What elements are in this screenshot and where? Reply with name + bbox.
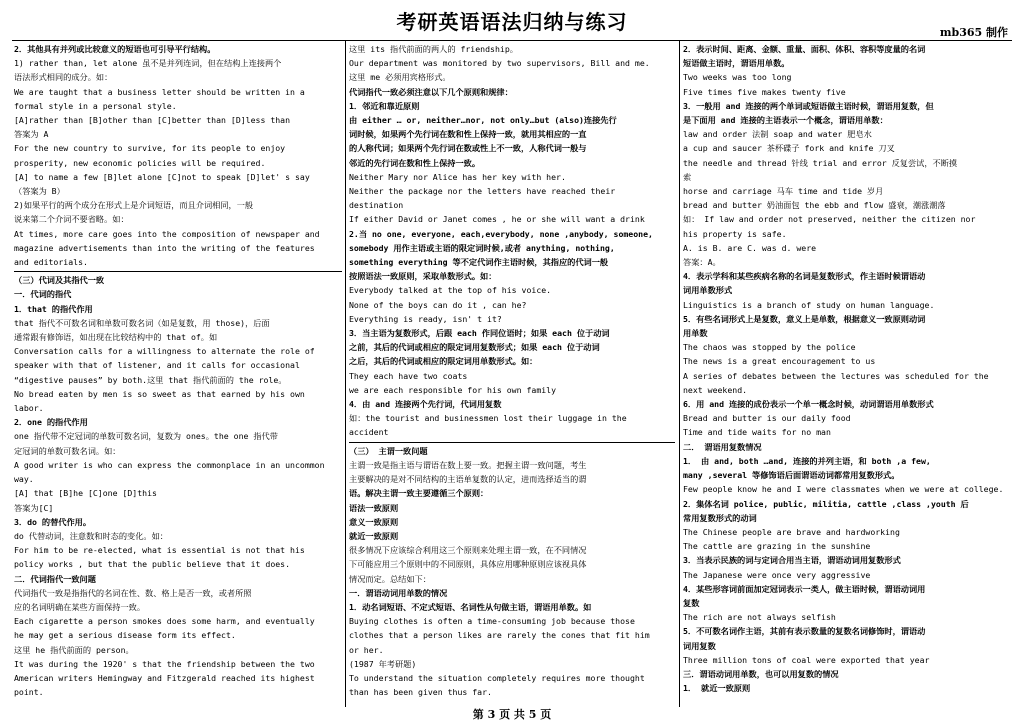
section-heading: 词时候，如果两个先行词在数和性上保持一致，就用其相应的一直: [349, 129, 587, 140]
section-heading: 1．动名词短语、不定式短语、名词性从句做主语，谓语用单数。如: [349, 601, 592, 612]
section-heading: 二．代词指代一致问题: [14, 573, 96, 584]
section-heading: 2.当 no one, everyone, each,everybody, none ,anybody, someone,: [349, 228, 653, 239]
text-line: We are taught that a business letter should be written in a: [14, 86, 305, 97]
text-line: 主要解决的是对不同结构的主语单复数的认定，进而选择适当的谓: [349, 474, 587, 485]
text-line: The news is a great encouragement to us: [683, 356, 876, 367]
text-column-2: [349, 42, 675, 706]
text-line: 定冠词的单数可数名词。如：: [14, 445, 121, 456]
section-heading: 4．由 and 连接两个先行词，代词用复数: [349, 399, 502, 410]
section-heading: 三．谓语动词用单数，也可以用复数的情况: [683, 668, 839, 679]
section-heading: 4．某些形容词前面加定冠词表示一类人，做主语时候，谓语动词用: [683, 583, 926, 594]
text-line: The cattle are grazing in the sunshine: [683, 541, 871, 552]
section-heading: 是下面用 and 连接的主语表示一个概念，谓语用单数：: [683, 115, 888, 126]
section-heading: 1．邻近和靠近原则: [349, 100, 420, 111]
text-line: A. is B. are C. was d. were: [683, 242, 817, 253]
text-line: For him to be re-elected, what is essential is not that his: [14, 545, 305, 556]
section-heading: 复数: [683, 597, 700, 608]
maker-label: mb365 制作: [939, 26, 1008, 39]
text-line: policy works , but that the public believe that it does.: [14, 559, 291, 570]
section-heading: 1． 由 and, both …and, 连接的并列主语，和 both ,a few,: [683, 455, 931, 466]
text-line: The Japanese were once very aggressive: [683, 569, 871, 580]
text-line: 索: [683, 171, 692, 182]
text-line: clothes that a person likes are rarely the cones that fit him: [349, 630, 650, 641]
text-column-3: [683, 42, 1013, 706]
text-line: A good writer is who can express the commonplace in an uncommon: [14, 459, 325, 470]
text-line: labor.: [14, 403, 44, 414]
text-line: If either David or Janet comes , he or she will want a drink: [349, 214, 645, 225]
section-heading: 短语做主语时，谓语用单数。: [683, 58, 790, 69]
text-line: Neither the package nor the letters have reached their: [349, 186, 616, 197]
section-heading: 的人称代词；如果两个先行词在数或性上不一致，人称代词一般与: [349, 143, 587, 154]
text-line: 代词指代一致是指指代的名词在性、数、格上是否一致，或者所照: [14, 587, 252, 598]
text-line: 这里 he 指代前面的 person。: [14, 644, 134, 655]
text-line: bread and butter 奶油面包 the ebb and flow 盛衰，潮涨潮落: [683, 200, 946, 211]
text-line: 通常跟有修饰语，如出现在比较结构中的 that of。如: [14, 332, 218, 343]
text-line: It was during the 1920' s that the friendship between the two: [14, 658, 315, 669]
text-line: Everything is ready, isn' t it?: [349, 313, 502, 324]
text-line: 语法形式相同的成分。如：: [14, 72, 113, 83]
text-line: horse and carriage 马车 time and tide 岁月: [683, 186, 884, 197]
text-line: 这里 me 必须用宾格形式。: [349, 72, 451, 83]
text-line: formal style in a personal style.: [14, 100, 177, 111]
section-heading: 6．用 and 连接的成份表示一个单一概念时候，动词谓语用单数形式: [683, 399, 934, 410]
section-heading: 3．当主语为复数形式，后跟 each 作同位语时；如果 each 位于动词: [349, 328, 610, 339]
section-heading: 2．其他具有并列或比较意义的短语也可引导平行结构。: [14, 44, 216, 54]
section-heading: 用单数: [683, 328, 708, 339]
text-line: For the new country to survive, for its people to enjoy: [14, 143, 286, 154]
section-heading: 按照语法一致原则，采取单数形式。如：: [349, 271, 497, 282]
section-heading: 之前，其后的代词或相应的限定词用复数形式；如果 each 位于动词: [349, 342, 600, 353]
section-heading: 1． 就近一致原则: [683, 683, 751, 694]
text-line: speaker with that of listener, and it calls for occasional: [14, 360, 300, 371]
text-line: 说来第二个介词不要省略。如：: [14, 214, 129, 225]
text-line: No bread eaten by men is so sweet as that earned by his own: [14, 388, 305, 399]
text-line: 1) rather than, let alone 虽不是并列连词，但在结构上连接两个: [14, 58, 282, 69]
text-line: （答案为 B）: [14, 186, 65, 197]
text-line: Two weeks was too long: [683, 72, 792, 83]
text-line: than has been given thus far.: [349, 687, 492, 698]
section-heading: many ,several 等修饰语后面谓语动词都常用复数形式。: [683, 470, 900, 481]
text-line: 下可能应用三个原则中的不同原则，具体应用哪种原则应该视具体: [349, 559, 587, 570]
text-line: Each cigarette a person smokes does some harm, and eventually: [14, 616, 315, 627]
section-heading: somebody 用作主语或主语的限定词时候,或者 anything, nothing,: [349, 242, 615, 253]
text-line: 2)如果平行的两个成分在形式上是介词短语，而且介词相同，一般: [14, 200, 254, 211]
section-divider: [349, 442, 675, 443]
text-line: magazine advertisements than into the writing of the features: [14, 242, 315, 253]
page-title: 考研英语语法归纳与练习: [396, 10, 628, 34]
text-line: law and order 法制 soap and water 肥皂水: [683, 129, 872, 140]
text-line: that 指代不可数名词和单数可数名词（如是复数，用 those)，后面: [14, 317, 270, 328]
page-number: 第 3 页 共 5 页: [472, 708, 552, 721]
text-line: 答案为 A: [14, 129, 49, 140]
column-divider: [679, 41, 680, 707]
text-line: Three million tons of coal were exported that year: [683, 654, 930, 665]
text-line: Few people know he and I were classmates when we were at college.: [683, 484, 1004, 495]
section-heading: 5．不可数名词作主语，其前有表示数量的复数名词修饰时，谓语动: [683, 626, 926, 637]
section-heading: 1．that 的指代作用: [14, 303, 93, 314]
text-line: and editorials.: [14, 257, 88, 268]
section-heading: （三） 主谓一致问题: [349, 445, 428, 456]
text-line: 答案为[C]: [14, 502, 54, 513]
text-line: Linguistics is a branch of study on human language.: [683, 299, 935, 310]
section-heading: 就近一致原则: [349, 530, 399, 541]
text-line: The chaos was stopped by the police: [683, 342, 856, 353]
text-line: Conversation calls for a willingness to alternate the role of: [14, 346, 315, 357]
section-heading: 词用复数: [683, 640, 716, 651]
text-line: Time and tide waits for no man: [683, 427, 831, 438]
text-line: or her.: [349, 644, 384, 655]
text-line: [A]rather than [B]other than [C]better than [D]less than: [14, 115, 291, 126]
section-heading: 3．当表示民族的词与定词合用当主语，谓语动词用复数形式: [683, 555, 901, 566]
text-line: 主谓一致是指主语与谓语在数上要一致。把握主谓一致问题，考生: [349, 459, 587, 470]
text-line: he may get a serious disease form its effect.: [14, 630, 236, 641]
section-heading: 5．有些名词形式上是复数，意义上是单数，根据意义一致原则动词: [683, 313, 926, 324]
text-line: the needle and thread 针线 trial and error 反复尝试，不断摸: [683, 157, 958, 168]
text-line: 语。解决主谓一致主要遵循三个原则：: [349, 488, 489, 499]
section-heading: 4．表示学科和某些疾病名称的名词是复数形式，作主语时候谓语动: [683, 271, 926, 282]
text-line: next weekend.: [683, 384, 748, 395]
text-line: we are each responsible for his own family: [349, 384, 557, 395]
text-line: The rich are not always selfish: [683, 612, 836, 623]
text-line: American writers Hemingway and Fitzgerald reached its highest: [14, 672, 315, 683]
text-line: 情况而定。总结如下：: [349, 573, 431, 584]
text-line: destination: [349, 200, 404, 211]
text-line: 答案：A。: [683, 257, 721, 268]
text-line: Bread and butter is our daily food: [683, 413, 851, 424]
section-heading: 邻近的先行词在数和性上保持一致。: [349, 157, 481, 168]
text-line: 这里 its 指代前面的两人的 friendship。: [349, 44, 518, 54]
text-line: do 代替动词，注意数和时态的变化。如：: [14, 530, 168, 541]
section-heading: 之后，其后的代词或相应的限定词用单数形式。如：: [349, 356, 538, 367]
text-line: Everybody talked at the top of his voice.: [349, 285, 552, 296]
section-divider: [14, 271, 342, 272]
text-line: They each have two coats: [349, 370, 468, 381]
text-line: (1987 年考研题): [349, 658, 417, 669]
header-rule: [12, 40, 1012, 41]
text-line: The Chinese people are brave and hardworking: [683, 526, 900, 537]
text-line: prosperity, new economic policies will be required.: [14, 157, 266, 168]
section-heading: 3．do 的替代作用。: [14, 516, 92, 527]
text-line: one 指代带不定冠词的单数可数名词，复数为 ones。the one 指代带: [14, 431, 278, 442]
text-line: At times, more care goes into the composition of newspaper and: [14, 228, 320, 239]
text-line: his property is safe.: [683, 228, 787, 239]
section-heading: 语法一致原则: [349, 502, 399, 513]
text-line: “digestive pauses” by both.这里 that 指代前面的 the role。: [14, 374, 287, 385]
text-column-1: [14, 42, 342, 706]
text-line: Buying clothes is often a time-consuming job because those: [349, 616, 635, 627]
text-line: Five times five makes twenty five: [683, 86, 846, 97]
section-heading: 由 either … or, neither…nor, not only…but (also)连接先行: [349, 115, 617, 126]
section-heading: 二． 谓语用复数情况: [683, 441, 762, 452]
section-heading: 代词指代一致必须注意以下几个原则和规律：: [349, 86, 513, 97]
text-line: Our department was monitored by two supervisors, Bill and me.: [349, 58, 650, 69]
section-heading: 2．表示时间、距离、金额、重量、面积、体积、容积等度量的名词: [683, 44, 926, 54]
text-line: point.: [14, 687, 44, 698]
text-line: 如： If law and order not preserved, neither the citizen nor: [683, 214, 976, 225]
text-line: None of the boys can do it , can he?: [349, 299, 527, 310]
text-line: Neither Mary nor Alice has her key with her.: [349, 171, 566, 182]
text-line: To understand the situation completely requires more thought: [349, 672, 645, 683]
section-heading: 意义一致原则: [349, 516, 399, 527]
section-heading: 一．谓语动词用单数的情况: [349, 587, 448, 598]
page-header: [0, 0, 1024, 42]
text-line: [A] that [B]he [C]one [D]this: [14, 488, 157, 499]
section-heading: 3．一般用 and 连接的两个单词或短语做主语时候，谓语用复数，但: [683, 100, 934, 111]
section-heading: 一．代词的指代: [14, 289, 72, 300]
text-line: way.: [14, 474, 34, 485]
text-line: a cup and saucer 茶杯碟子 fork and knife 刀叉: [683, 143, 895, 154]
text-line: [A] to name a few [B]let alone [C]not to speak [D]let' s say: [14, 171, 310, 182]
text-line: 很多情况下应该综合利用这三个原则来处理主谓一致，在不同情况: [349, 545, 587, 556]
section-heading: 2．one 的指代作用: [14, 417, 88, 428]
text-line: A series of debates between the lectures was scheduled for the: [683, 370, 989, 381]
text-line: 如：the tourist and businessmen lost their luggage in the: [349, 413, 627, 424]
text-line: 应的名词明确在某些方面保持一致。: [14, 601, 146, 612]
section-heading: 2．集体名词 police, public, militia, cattle ,class ,youth 后: [683, 498, 969, 509]
section-heading: 常用复数形式的动词: [683, 512, 757, 523]
column-divider: [345, 41, 346, 707]
text-line: accident: [349, 427, 389, 438]
section-heading: 词用单数形式: [683, 285, 733, 296]
section-heading: something everything 等不定代词作主语时候，其指应的代词一般: [349, 257, 609, 268]
section-heading: （三）代词及其指代一致: [14, 275, 105, 286]
